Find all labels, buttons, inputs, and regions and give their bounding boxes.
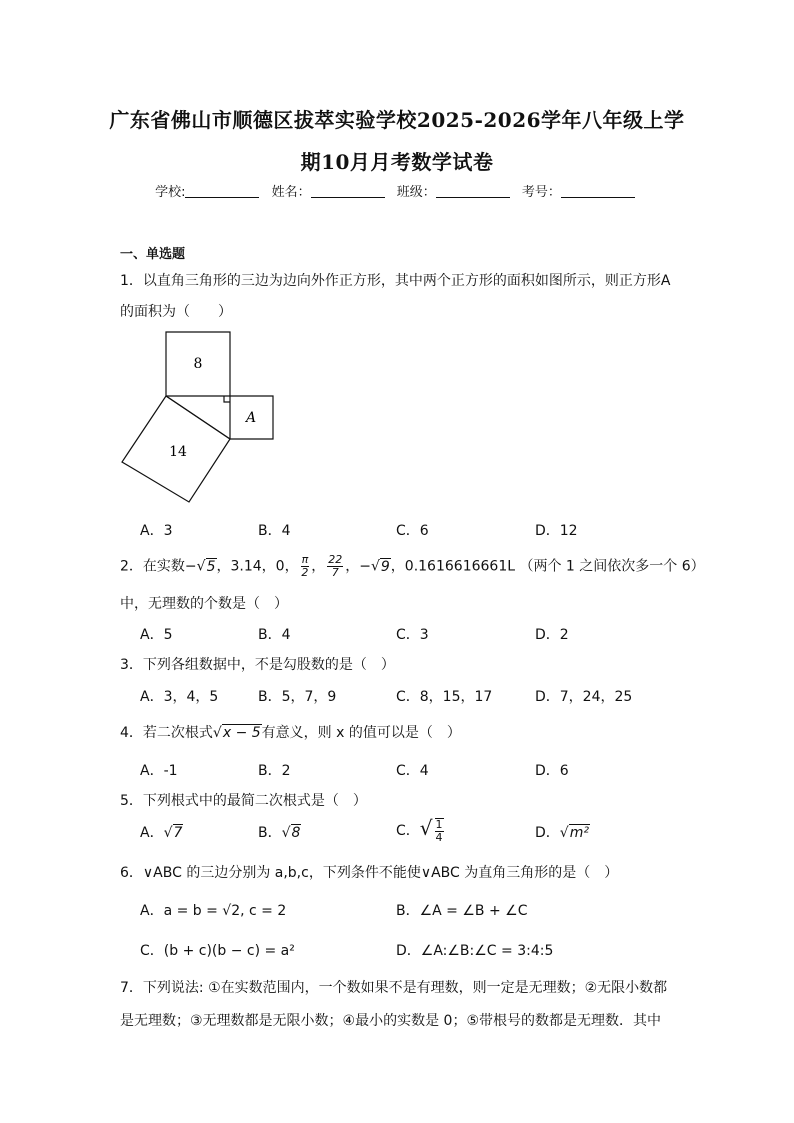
q2-options xyxy=(140,624,740,644)
name-blank[interactable] xyxy=(311,185,385,198)
q2-pi-num: π xyxy=(301,553,309,566)
q2-option-c[interactable]: C．3 xyxy=(396,627,429,643)
q2-neg: − xyxy=(184,558,197,575)
q4-suffix: 有意义，则 x 的值可以是（ ） xyxy=(261,725,461,741)
q7-stem-line-1: 7．下列说法: ①在实数范围内，一个数如果不是有理数，则一定是无理数；②无限小数都 xyxy=(120,980,668,996)
q2-f-num: 22 xyxy=(328,553,343,566)
q5-c-num: 1 xyxy=(435,818,443,831)
q5-a-radicand: 7 xyxy=(173,825,183,841)
q5-option-d[interactable] xyxy=(535,822,590,842)
school-label: 学校: xyxy=(155,185,186,200)
exam-number-label: 考号： xyxy=(521,185,561,200)
q3-stem: 3．下列各组数据中，不是勾股数的是（ ） xyxy=(120,657,395,673)
q5-d-label: D． xyxy=(535,825,560,841)
q2-sqrt5: 5 xyxy=(206,558,216,575)
q2-option-b[interactable]: B．4 xyxy=(258,627,291,643)
sqrt-symbol: √ xyxy=(559,825,569,841)
q2-option-d[interactable]: D．2 xyxy=(535,627,569,643)
q5-c-label: C． xyxy=(396,823,420,839)
q6-option-d[interactable]: D．∠A:∠B:∠C = 3:4:5 xyxy=(396,943,554,959)
q2-stem-line-1 xyxy=(120,554,705,579)
q3-option-c[interactable]: C．8，15，17 xyxy=(396,689,493,705)
class-blank[interactable] xyxy=(436,185,510,198)
q4-option-d[interactable]: D．6 xyxy=(535,763,569,779)
name-label: 姓名： xyxy=(271,185,311,200)
section-heading: 一、单选题 xyxy=(120,247,186,262)
sqrt-symbol: √ xyxy=(419,816,433,840)
q1-options xyxy=(140,520,740,540)
q3-options xyxy=(140,686,740,706)
square-14-label: 14 xyxy=(169,444,187,460)
square-A-label: A xyxy=(245,410,257,426)
q4-options xyxy=(140,760,740,780)
q5-stem: 5．下列根式中的最简二次根式是（ ） xyxy=(120,793,367,809)
q6-options-row-2 xyxy=(140,940,740,960)
sqrt-symbol: √ xyxy=(212,725,222,741)
q1-option-c[interactable]: C．6 xyxy=(396,523,429,539)
q5-b-label: B． xyxy=(258,825,282,841)
q6-option-b[interactable]: B．∠A = ∠B + ∠C xyxy=(396,903,528,919)
student-info-row xyxy=(0,181,794,200)
q4-prefix: 4．若二次根式 xyxy=(120,725,213,741)
q1-option-b[interactable]: B．4 xyxy=(258,523,291,539)
q2-sep: ， xyxy=(311,558,326,575)
q5-option-c[interactable] xyxy=(396,816,446,844)
q4-radicand: x − 5 xyxy=(222,725,261,741)
school-blank[interactable] xyxy=(185,185,259,198)
class-label: 班级： xyxy=(396,185,436,200)
q5-b-radicand: 8 xyxy=(291,825,301,841)
q1-stem-line-2: 的面积为（ ） xyxy=(120,304,232,320)
square-8-label: 8 xyxy=(193,356,203,372)
q5-options xyxy=(140,816,740,854)
q5-option-a[interactable] xyxy=(140,822,183,842)
q3-option-d[interactable]: D．7，24，25 xyxy=(535,689,633,705)
q1-stem-line-1: 1．以直角三角形的三边为边向外作正方形，其中两个正方形的面积如图所示，则正方形A xyxy=(120,273,671,289)
q2-22-7-fraction xyxy=(327,554,343,579)
q6-options-row-1 xyxy=(140,900,740,920)
triangle-side xyxy=(166,396,230,439)
q2-pi-den: 2 xyxy=(301,566,309,579)
q2-sep2: ，− xyxy=(345,558,371,575)
q5-option-b[interactable] xyxy=(258,822,301,842)
right-angle-mark xyxy=(224,396,230,402)
q3-option-b[interactable]: B．5，7，9 xyxy=(258,689,337,705)
q5-a-label: A． xyxy=(140,825,164,841)
q7-stem-line-2: 是无理数；③无理数都是无限小数；④最小的实数是 0；⑤带根号的数都是无理数．其中 xyxy=(120,1013,662,1029)
exam-number-blank[interactable] xyxy=(561,185,635,198)
q5-c-fraction xyxy=(435,818,444,844)
q5-d-radicand: m² xyxy=(569,825,589,841)
q1-figure xyxy=(118,328,308,510)
q2-pi-fraction xyxy=(301,554,310,579)
q4-stem xyxy=(120,722,461,742)
q2-f-den: 7 xyxy=(331,566,339,579)
q1-option-a[interactable]: A．3 xyxy=(140,523,173,539)
q1-option-d[interactable]: D．12 xyxy=(535,523,578,539)
exam-title-line-2: 期10月月考数学试卷 xyxy=(300,150,494,174)
sqrt-symbol: √ xyxy=(196,558,206,575)
q3-option-a[interactable]: A．3，4，5 xyxy=(140,689,219,705)
sqrt-symbol: √ xyxy=(163,825,173,841)
q2-sqrt9: 9 xyxy=(380,558,390,575)
q4-option-a[interactable]: A．-1 xyxy=(140,763,178,779)
q6-option-c[interactable]: C．(b + c)(b − c) = a² xyxy=(140,943,295,959)
q2-stem-line-2: 中，无理数的个数是（ ） xyxy=(120,596,288,612)
sqrt-symbol: √ xyxy=(370,558,380,575)
q2-suffix: ，0.1616616661L （两个 1 之间依次多一个 6） xyxy=(390,558,705,575)
q6-option-a[interactable]: A．a = b = √2, c = 2 xyxy=(140,903,287,919)
q2-option-a[interactable]: A．5 xyxy=(140,627,173,643)
q2-mid: ，3.14，0， xyxy=(216,558,299,575)
q5-c-den: 4 xyxy=(435,831,443,844)
q6-stem: 6．∨ABC 的三边分别为 a,b,c，下列条件不能使∨ABC 为直角三角形的是（ ） xyxy=(120,865,619,881)
sqrt-symbol: √ xyxy=(281,825,291,841)
q4-option-c[interactable]: C．4 xyxy=(396,763,429,779)
q4-option-b[interactable]: B．2 xyxy=(258,763,291,779)
exam-title-line-1: 广东省佛山市顺德区拔萃实验学校2025-2026学年八年级上学 xyxy=(109,108,685,132)
q2-prefix: 2．在实数 xyxy=(120,558,185,575)
